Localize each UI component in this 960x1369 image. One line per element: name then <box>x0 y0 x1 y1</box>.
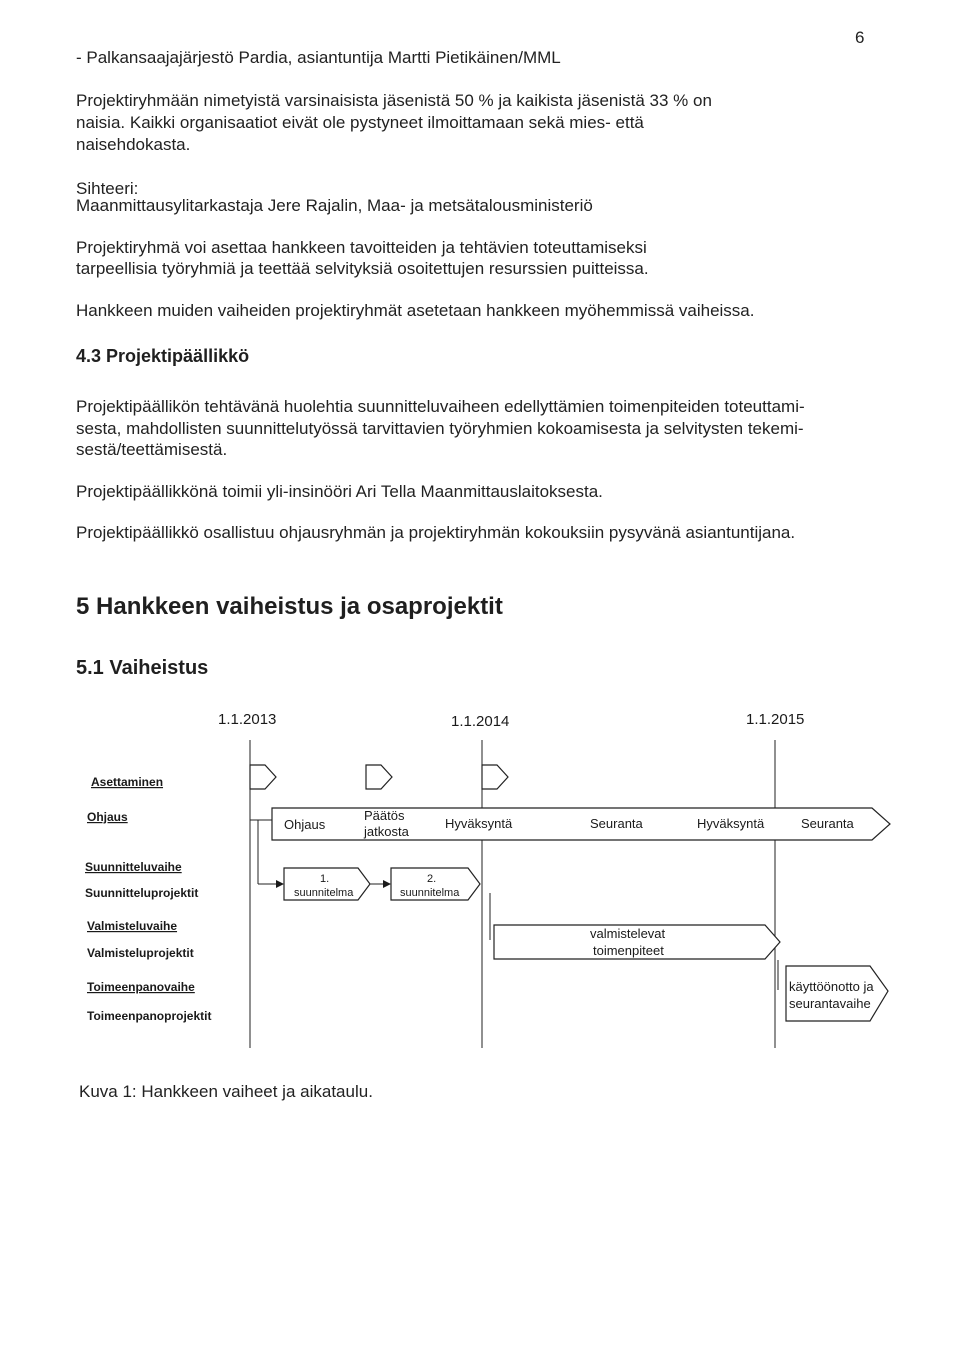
suunnitelma-2-num: 2. <box>427 873 437 885</box>
ohjaus-segment-ohjaus: Ohjaus <box>284 817 326 832</box>
secretary-heading: Sihteeri: <box>76 179 139 198</box>
paragraph-gender-2: naisia. Kaikki organisaatiot eivät ole pystyneet ilmoittamaan sekä mies- että <box>76 113 644 132</box>
row-label-suunnitteluvaihe: Suunnitteluvaihe <box>85 860 182 874</box>
kayttoonotto-label-2: seurantavaihe <box>789 996 871 1011</box>
page-number: 6 <box>855 28 865 47</box>
paragraph-workgroups-1: Projektiryhmä voi asettaa hankkeen tavoitteiden ja tehtävien toteuttamiseksi <box>76 238 647 257</box>
row-label-suunnitteluprojektit: Suunnitteluprojektit <box>85 886 199 900</box>
date-2013: 1.1.2013 <box>218 711 277 728</box>
row-label-valmisteluvaihe: Valmisteluvaihe <box>87 919 178 933</box>
paragraph-pm-duties-1: Projektipäällikön tehtävänä huolehtia suunnitteluvaiheen edellyttämien toimenpiteiden toteuttami- <box>76 397 805 416</box>
paragraph-pm-person: Projektipäällikkönä toimii yli-insinööri Ari Tella Maanmittauslaitoksesta. <box>76 482 603 501</box>
paragraph-pm-duties-3: sestä/teettämisestä. <box>76 440 228 459</box>
section-heading-5-1: 5.1 Vaiheistus <box>76 657 209 679</box>
date-2015: 1.1.2015 <box>746 711 805 728</box>
row-label-toimeenpanoprojektit: Toimeenpanoprojektit <box>87 1009 212 1023</box>
valmistelevat-label-1: valmistelevat <box>590 926 666 941</box>
ohjaus-segment-hyvaksynta-2: Hyväksyntä <box>697 816 765 831</box>
chapter-heading-5: 5 Hankkeen vaiheistus ja osaprojektit <box>76 593 503 620</box>
paragraph-pm-duties-2: sesta, mahdollisten suunnittelutyössä tarvittavien työryhmien kokoamisesta ja selvitysten tekemi- <box>76 419 804 438</box>
ohjaus-segment-paatos-1: Päätös <box>364 808 405 823</box>
ohjaus-segment-hyvaksynta-1: Hyväksyntä <box>445 816 513 831</box>
suunnitelma-1-label: suunnitelma <box>294 887 354 899</box>
row-label-valmisteluprojektit: Valmisteluprojektit <box>87 946 194 960</box>
start-marker-2013 <box>250 765 276 789</box>
paragraph-pm-meetings: Projektipäällikkö osallistuu ohjausryhmän ja projektiryhmän kokouksiin pysyvänä asiantuntijana. <box>76 523 796 542</box>
start-marker-2014 <box>482 765 508 789</box>
paragraph-gender-3: naisehdokasta. <box>76 135 191 154</box>
suunnitelma-2-label: suunnitelma <box>400 887 460 899</box>
suunnitelma-1-num: 1. <box>320 873 330 885</box>
valmistelevat-label-2: toimenpiteet <box>593 943 664 958</box>
member-line-pardia: - Palkansaajajärjestö Pardia, asiantuntija Martti Pietikäinen/MML <box>76 48 561 67</box>
row-label-asettaminen: Asettaminen <box>91 775 164 789</box>
ohjaus-segment-paatos-2: jatkosta <box>364 824 409 839</box>
start-marker-mid <box>366 765 392 789</box>
paragraph-workgroups-2: tarpeellisia työryhmiä ja teettää selvityksiä osoitettujen resurssien puitteissa. <box>76 259 649 278</box>
kayttoonotto-label-1: käyttöönotto ja <box>789 979 874 994</box>
row-label-ohjaus: Ohjaus <box>87 810 128 824</box>
figure-caption: Kuva 1: Hankkeen vaiheet ja aikataulu. <box>79 1082 373 1101</box>
row-label-toimeenpanovaihe: Toimeenpanovaihe <box>87 980 195 994</box>
secretary-name: Maanmittausylitarkastaja Jere Rajalin, Maa- ja metsätalousministeriö <box>76 196 593 215</box>
ohjaus-segment-seuranta-1: Seuranta <box>590 816 643 831</box>
paragraph-later-phases: Hankkeen muiden vaiheiden projektiryhmät asetetaan hankkeen myöhemmissä vaiheissa. <box>76 301 755 320</box>
date-2014: 1.1.2014 <box>451 713 510 730</box>
section-heading-4-3: 4.3 Projektipäällikkö <box>76 346 250 366</box>
paragraph-gender-1: Projektiryhmään nimetyistä varsinaisista jäsenistä 50 % ja kaikista jäsenistä 33 % on <box>76 91 712 110</box>
ohjaus-segment-seuranta-2: Seuranta <box>801 816 854 831</box>
